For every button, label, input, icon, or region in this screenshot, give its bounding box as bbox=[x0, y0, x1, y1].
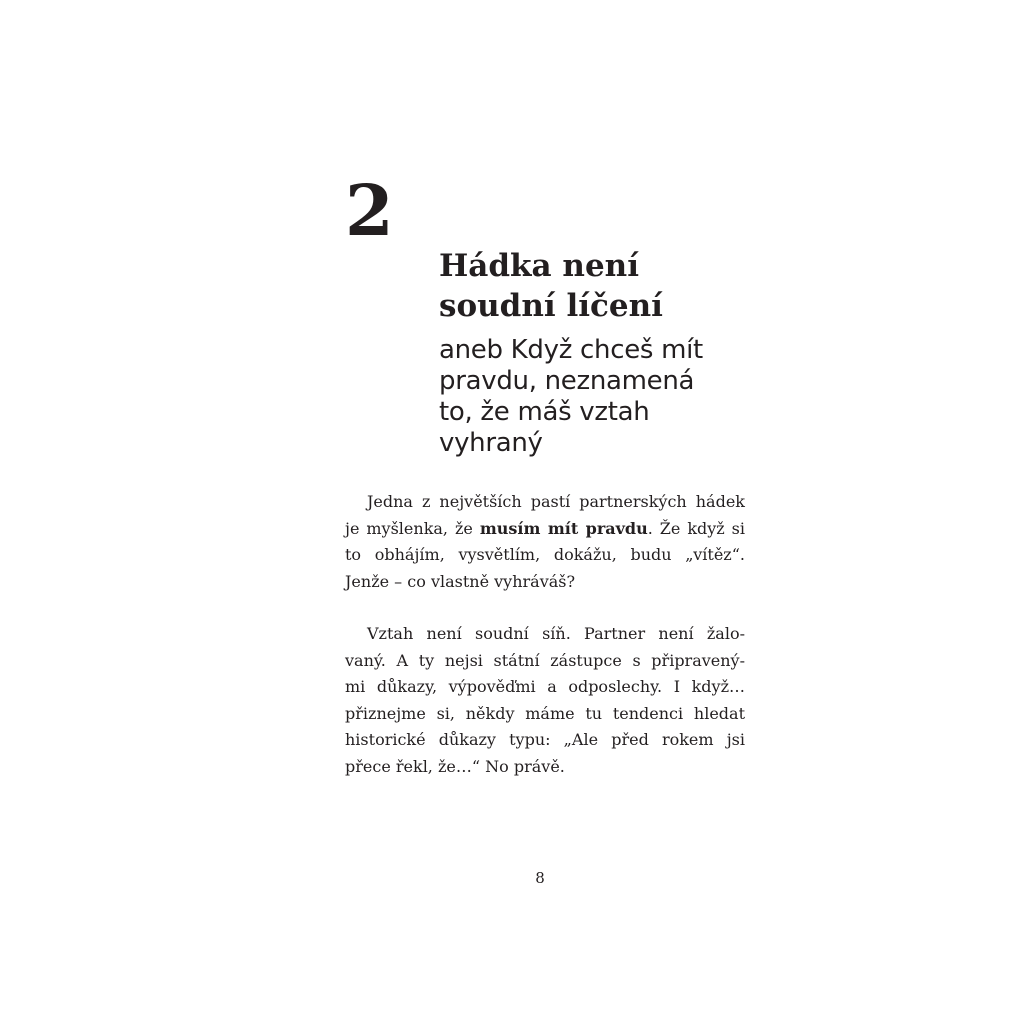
paragraph-line: to obhájím, vysvětlím, dokážu, budu „vítěz“. bbox=[345, 545, 745, 564]
paragraph-line: vaný. A ty nejsi státní zástupce s připravený- bbox=[345, 650, 745, 670]
paragraph-line bbox=[345, 516, 745, 543]
body-paragraph-2 bbox=[345, 621, 745, 780]
chapter-subtitle-line: aneb Když chceš mít bbox=[439, 335, 703, 365]
paragraph-text: . Že když si bbox=[647, 518, 746, 538]
paragraph-text: je myšlenka, že bbox=[345, 518, 480, 538]
page-number: 8 bbox=[535, 869, 545, 887]
chapter-subtitle-line: to, že máš vztah bbox=[439, 397, 650, 427]
body-paragraph-1 bbox=[345, 489, 745, 595]
emphasized-text: musím mít pravdu bbox=[479, 518, 648, 538]
paragraph-line: přiznejme si, někdy máme tu tendenci hledat bbox=[345, 703, 745, 723]
paragraph-line: historické důkazy typu: „Ale před rokem jsi bbox=[345, 730, 745, 749]
paragraph-line: Jenže – co vlastně vyhráváš? bbox=[345, 571, 576, 591]
paragraph-line: Vztah není soudní síň. Partner není žalo- bbox=[367, 624, 745, 643]
chapter-title-line: soudní líčení bbox=[439, 288, 663, 324]
chapter-subtitle-line: vyhraný bbox=[439, 428, 543, 458]
paragraph-line: Jedna z největších pastí partnerských hádek bbox=[367, 492, 745, 511]
chapter-subtitle-line: pravdu, neznamená bbox=[439, 366, 695, 396]
chapter-title bbox=[439, 246, 739, 326]
paragraph-line: mi důkazy, výpověďmi a odposlechy. I když… bbox=[345, 677, 745, 696]
chapter-title-line: Hádka není bbox=[439, 248, 639, 284]
paragraph-line: přece řekl, že…“ No právě. bbox=[345, 756, 565, 776]
chapter-number: 2 bbox=[345, 169, 393, 252]
chapter-subtitle bbox=[439, 335, 739, 459]
